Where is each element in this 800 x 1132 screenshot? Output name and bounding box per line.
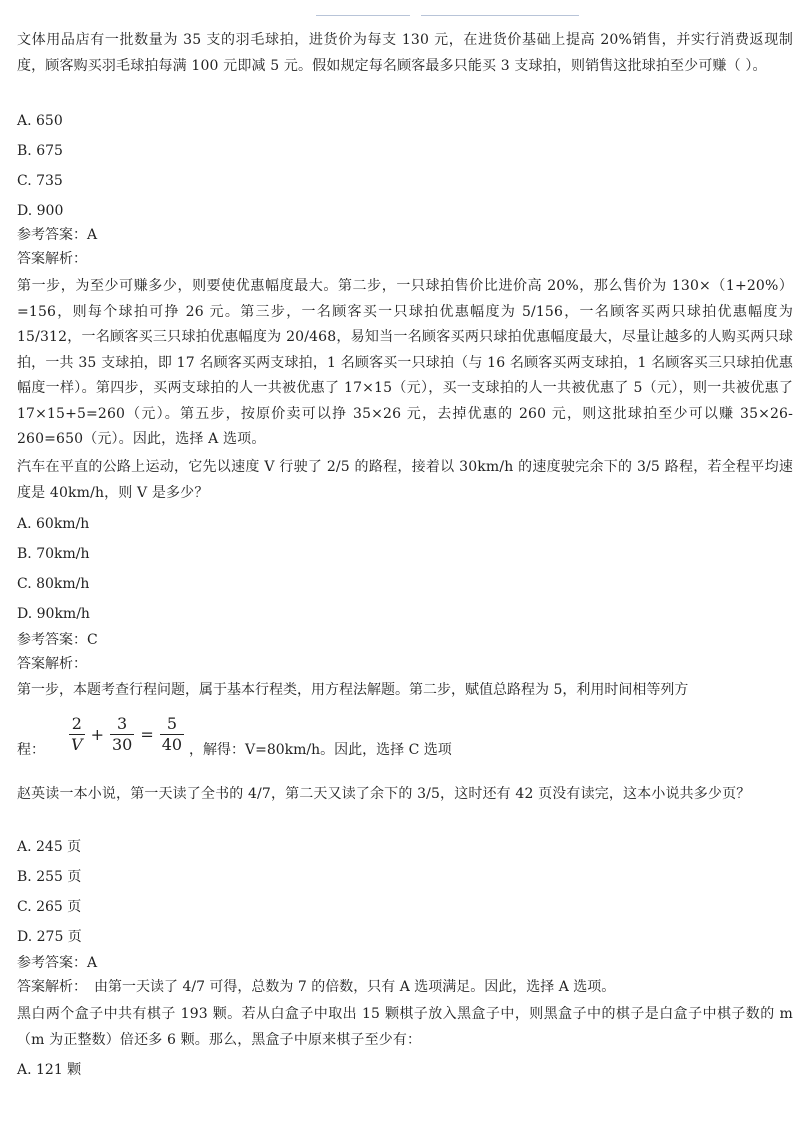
- q3-option-b: B. 255 页: [17, 869, 82, 885]
- equals-sign: =: [140, 725, 154, 744]
- fraction-denominator: 30: [111, 735, 133, 754]
- fraction-numerator: 5: [160, 714, 184, 735]
- q1-question: 文体用品店有一批数量为 35 支的羽毛球拍，进货价为每支 130 元，在进货价基础上提高 20%销售，并实行消费返现制度，顾客购买羽毛球拍每满 100 元即减 5 元。假如规定每名顾客最多只能买 3 支球拍，则销售这批球拍至少可赚（ ）。: [17, 32, 793, 74]
- fraction-numerator: 2: [69, 714, 85, 735]
- plus-sign: +: [90, 725, 104, 744]
- q1-option-d: D. 900: [17, 203, 64, 219]
- fraction-denominator: V: [71, 735, 83, 754]
- q3-analysis: 答案解析： 由第一天读了 4/7 可得，总数为 7 的倍数，只有 A 选项满足。因此，选择 A 选项。: [17, 979, 616, 995]
- q2-question: 汽车在平直的公路上运动，它先以速度 V 行驶了 2/5 的路程，接着以 30km/h 的速度驶完余下的 3/5 路程，若全程平均速度是 40km/h，则 V 是多少？: [17, 459, 793, 501]
- fraction-2-over-v: [69, 714, 85, 755]
- q1-answer: 参考答案：A: [17, 227, 98, 243]
- q2-equation-row: [17, 710, 793, 770]
- q2-option-c: C. 80km/h: [17, 576, 90, 592]
- q2-equation-tail: ，解得：V=80km/h。因此，选择 C 选项: [189, 742, 452, 758]
- q1-option-c: C. 735: [17, 173, 63, 189]
- q4-options: [17, 1055, 793, 1085]
- q2-options: [17, 509, 793, 629]
- header-rule-right: [421, 15, 579, 16]
- q4-option-a: A. 121 颗: [17, 1062, 82, 1078]
- q3-question: 赵英读一本小说，第一天读了全书的 4/7，第二天又读了余下的 3/5，这时还有 42 页没有读完，这本小说共多少页？: [17, 786, 751, 802]
- header-rule-left: [316, 15, 410, 16]
- q1-option-a: A. 650: [17, 113, 63, 129]
- q1-analysis: 第一步，为至少可赚多少，则要使优惠幅度最大。第二步，一只球拍售价比进价高 20%，那么售价为 130×（1+20%）=156，则每个球拍可挣 26 元。第三步，一名顾客买一只球拍优惠幅度为 5/156，一名顾客买两只球拍优惠幅度为 15/312，一名顾客买三只球拍优惠幅度为 20/468，易知当一名顾客买两只球拍优惠幅度最大，尽量让越多的人购买两只球拍，一共 35 支球拍，即 17 名顾客买两支球拍，1 名顾客买一只球拍（与 16 名顾客买两支球拍，1 名顾客买三只球拍优惠幅度一样）。第四步，买两支球拍的人一共被优惠了 17×15（元），买一支球拍的人一共被优惠了 5（元），则一共被优惠了 17×15+5=260（元）。第五步，按原价卖可以挣 35×26 元，去掉优惠的 260 元，则这批球拍至少可以赚 35×26-260=650（元）。因此，选择 A 选项。: [17, 278, 793, 447]
- q2-equation: [67, 714, 186, 755]
- q2-option-a: A. 60km/h: [17, 516, 90, 532]
- q2-analysis: 第一步，本题考查行程问题，属于基本行程类，用方程法解题。第二步，赋值总路程为 5，利用时间相等列方: [17, 682, 689, 698]
- q3-option-a: A. 245 页: [17, 839, 82, 855]
- q2-equation-label: 程：: [17, 742, 45, 758]
- fraction-5-over-40: [160, 714, 184, 755]
- q2-analysis-label: 答案解析：: [17, 656, 87, 672]
- q2-answer: 参考答案：C: [17, 632, 98, 648]
- q3-options: [17, 832, 793, 952]
- fraction-denominator: 40: [161, 735, 183, 754]
- fraction-3-over-30: [110, 714, 134, 755]
- fraction-numerator: 3: [110, 714, 134, 735]
- q3-option-d: D. 275 页: [17, 929, 82, 945]
- q1-options: [17, 106, 793, 226]
- q4-question: 黑白两个盒子中共有棋子 193 颗。若从白盒子中取出 15 颗棋子放入黑盒子中，则黑盒子中的棋子是白盒子中棋子数的 m（m 为正整数）倍还多 6 颗。那么，黑盒子中原来棋子至少有：: [17, 1006, 793, 1048]
- q3-answer: 参考答案：A: [17, 955, 98, 971]
- q2-option-d: D. 90km/h: [17, 606, 90, 622]
- q2-option-b: B. 70km/h: [17, 546, 90, 562]
- q3-option-c: C. 265 页: [17, 899, 82, 915]
- q1-option-b: B. 675: [17, 143, 63, 159]
- q1-analysis-label: 答案解析：: [17, 251, 87, 267]
